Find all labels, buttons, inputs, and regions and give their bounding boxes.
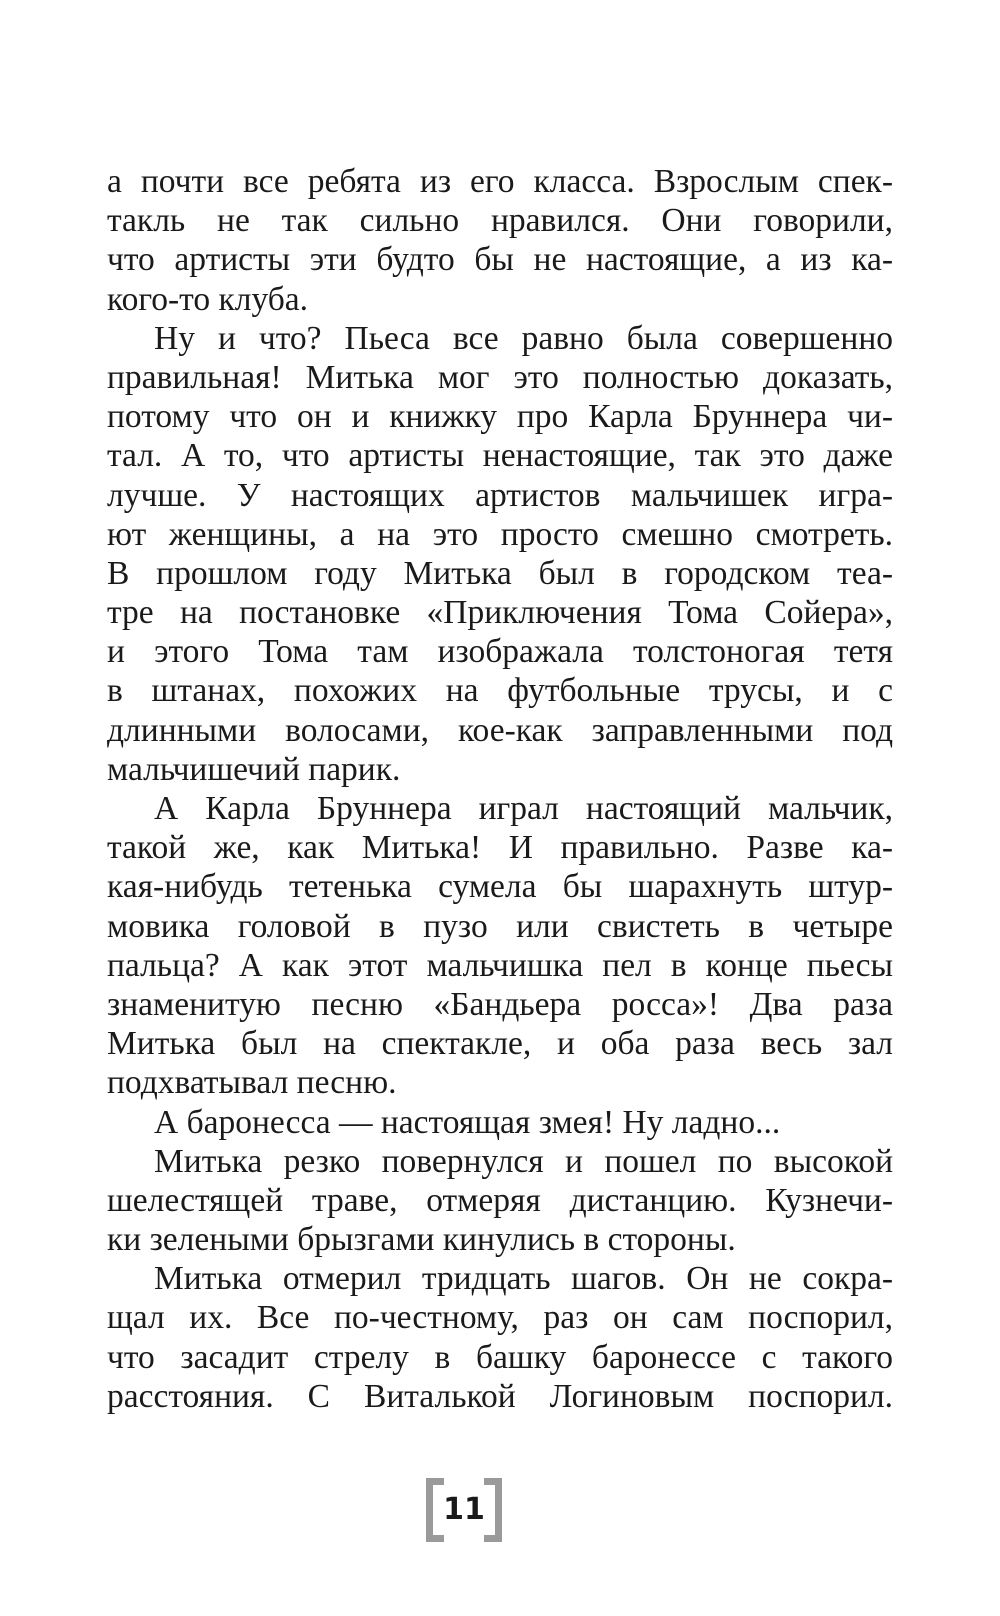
text-line: шелестящей траве, отмеряя дистанцию. Кузнечи- bbox=[107, 1181, 893, 1219]
text-line: щал их. Все по-честному, раз он сам поспорил, bbox=[107, 1299, 893, 1337]
text-line: потому что он и книжку про Карла Бруннера чи- bbox=[107, 398, 893, 436]
text-line: В прошлом году Митька был в городском теа- bbox=[107, 554, 893, 592]
text-line: и этого Тома там изображала толстоногая тетя bbox=[107, 633, 893, 671]
text-line: такой же, как Митька! И правильно. Разве ка- bbox=[107, 829, 893, 867]
text-line: Митька резко повернулся и пошел по высокой bbox=[154, 1142, 893, 1180]
text-line: Митька отмерил тридцать шагов. Он не сокра- bbox=[154, 1260, 893, 1298]
text-line: подхватывал песню. bbox=[107, 1064, 397, 1102]
text-line: расстояния. С Виталькой Логиновым поспорил. bbox=[107, 1377, 893, 1415]
text-line: А Карла Бруннера играл настоящий мальчик, bbox=[154, 790, 893, 827]
text-line: а почти все ребята из его класса. Взрослым спек- bbox=[107, 163, 893, 200]
text-line: длинными волосами, кое-как заправленными под bbox=[107, 711, 893, 749]
text-line: правильная! Митька мог это полностью доказать, bbox=[107, 358, 893, 396]
right-bracket-ornament bbox=[484, 1478, 502, 1542]
body-text bbox=[107, 162, 893, 1416]
text-line: ют женщины, а на это просто смешно смотреть. bbox=[107, 515, 893, 553]
text-line: в штанах, похожих на футбольные трусы, и с bbox=[107, 672, 893, 710]
text-line: что артисты эти будто бы не настоящие, а из ка- bbox=[107, 241, 893, 279]
text-line: тре на постановке «Приключения Тома Сойера», bbox=[107, 594, 893, 632]
text-line: А баронесса — настоящая змея! Ну ладно... bbox=[154, 1103, 781, 1141]
text-line: знаменитую песню «Бандьера росса»! Два раза bbox=[107, 985, 893, 1023]
text-line: кого-то клуба. bbox=[107, 280, 309, 318]
text-line: что засадит стрелу в башку баронессе с такого bbox=[107, 1338, 893, 1376]
text-line: такль не так сильно нравился. Они говорили, bbox=[107, 202, 893, 240]
text-line: мальчишечий парик. bbox=[107, 750, 401, 788]
text-line: тал. А то, что артисты ненастоящие, так это даже bbox=[107, 437, 893, 475]
text-line: Митька был на спектакле, и оба раза весь зал bbox=[107, 1025, 893, 1063]
text-line: пальца? А как этот мальчишка пел в конце пьесы bbox=[107, 946, 893, 984]
text-line: Ну и что? Пьеса все равно была совершенно bbox=[154, 319, 893, 357]
page-number: 11 bbox=[443, 1492, 485, 1527]
text-line: мовика головой в пузо или свистеть в четыре bbox=[107, 907, 893, 945]
page-number-block bbox=[426, 1478, 502, 1542]
text-line: лучше. У настоящих артистов мальчишек игра- bbox=[107, 476, 893, 514]
text-line: ки зелеными брызгами кинулись в стороны. bbox=[107, 1221, 736, 1259]
text-line: кая-нибудь тетенька сумела бы шарахнуть штур- bbox=[107, 868, 893, 906]
